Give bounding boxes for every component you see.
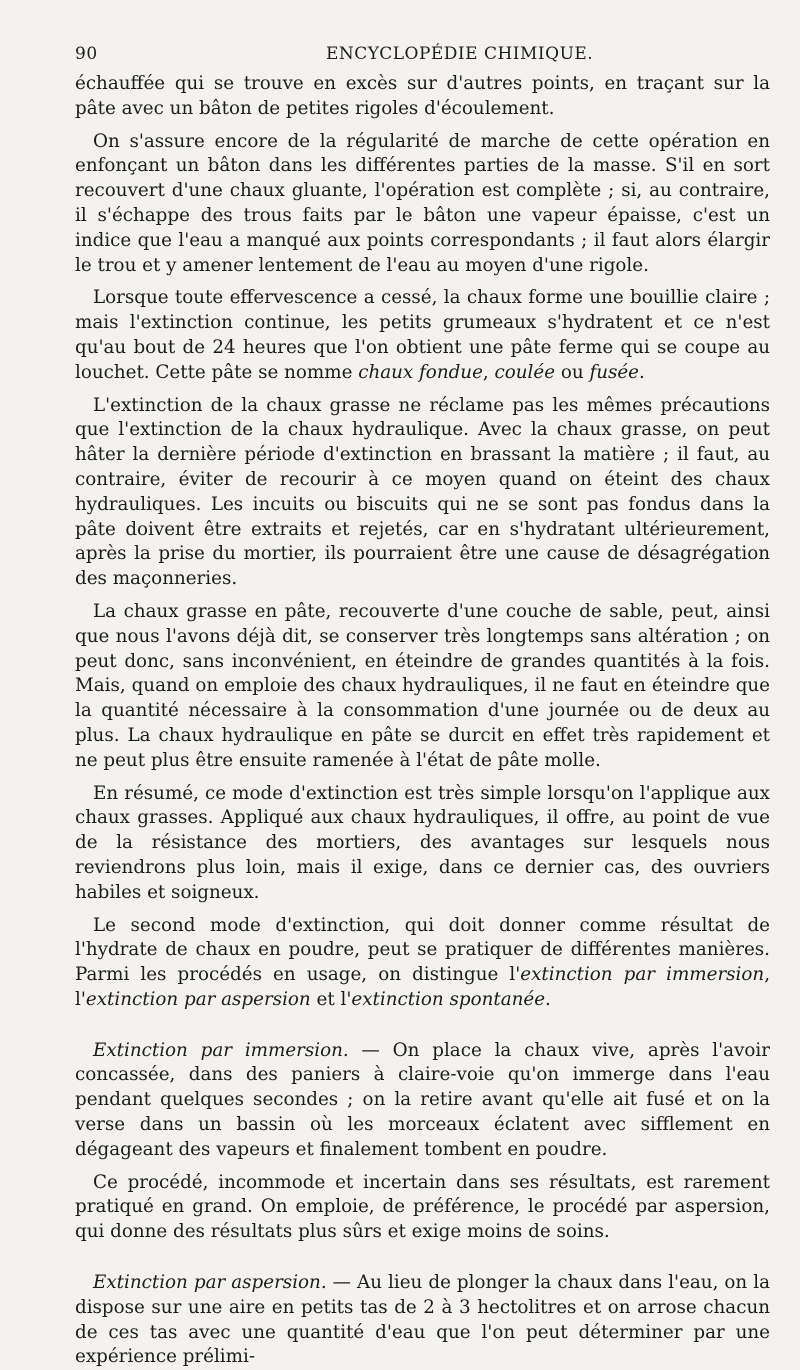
term-extinction-aspersion: extinction par aspersion <box>85 988 311 1010</box>
paragraph-2: On s'assure encore de la régularité de marche de cette opération en enfonçant un bâton dans les différentes parties de la masse. S'il en sort recouvert d'une chaux gluante, l'opération est complète ; si, au contraire, il s'échappe des trous faits par le bâton une vapeur épaisse, c'est un indice que l'eau a manqué aux points correspondants ; il faut alors élargir le trou et y amener lentement de l'eau au moyen d'une rigole. <box>75 130 770 276</box>
term-coulee: coulée <box>494 361 556 383</box>
separator: , l' <box>75 964 771 1010</box>
paragraph-3 <box>75 286 770 385</box>
term-chaux-fondue: chaux fondue <box>358 361 483 383</box>
separator: et l' <box>310 988 352 1010</box>
running-title: ENCYCLOPÉDIE CHIMIQUE. <box>326 44 594 64</box>
paragraph-9: Ce procédé, incommode et incertain dans ses résultats, est rarement pratiqué en grand. On emploie, de préférence, le procédé par aspersion, qui donne des résultats plus sûrs et exige moins de soins. <box>75 1171 770 1243</box>
paragraph-10 <box>75 1271 770 1370</box>
separator: ou <box>555 361 590 383</box>
paragraph-8-text: — On place la chaux vive, après l'avoir concassée, dans des paniers à claire-voie qu'on immerge dans l'eau pendant quelques secondes ; on la retire avant qu'elle ait fusé et on la verse dans un bassin où les morceaux éclatent avec sifflement en dégageant des vapeurs et finalement tombent en poudre. <box>75 1039 770 1160</box>
page-body <box>75 72 770 1370</box>
paragraph-5: La chaux grasse en pâte, recouverte d'une couche de sable, peut, ainsi que nous l'avons déjà dit, se conserver très longtemps sans altération ; on peut donc, sans inconvénient, en éteindre de grandes quantités à la fois. Mais, quand on emploie des chaux hydrauliques, il ne faut en éteindre que la quantité nécessaire à la consommation d'une journée ou de deux au plus. La chaux hydraulique en pâte se durcit en effet très rapidement et ne peut plus être ensuite ramenée à l'état de pâte molle. <box>75 600 770 771</box>
period: . <box>639 361 645 383</box>
page-number: 90 <box>75 44 98 64</box>
term-fusee: fusée <box>589 361 639 383</box>
paragraph-6: En résumé, ce mode d'extinction est très simple lorsqu'on l'applique aux chaux grasses. Appliqué aux chaux hydrauliques, il offre, au point de vue de la résistance des mortiers, des avantages sur lesquels nous reviendrons plus loin, mais il exige, dans ce dernier cas, des ouvriers habiles et soigneux. <box>75 782 770 903</box>
paragraph-7-text: Le second mode d'extinction, qui doit donner comme résultat de l'hydrate de chaux en poudre, peut se pratiquer de différentes manières. Parmi les procédés en usage, on distingue l' <box>75 914 770 986</box>
paragraph-7 <box>75 914 770 1013</box>
page-header <box>75 38 770 72</box>
section-title-aspersion: Extinction par aspersion. <box>93 1272 327 1294</box>
separator: , <box>482 361 495 383</box>
section-title-immersion: Extinction par immersion. <box>93 1039 349 1061</box>
paragraph-1: échauffée qui se trouve en excès sur d'autres points, en traçant sur la pâte avec un bâton de petites rigoles d'écoulement. <box>75 73 770 119</box>
term-extinction-spontanee: extinction spontanée <box>351 988 546 1010</box>
paragraph-8 <box>75 1039 770 1163</box>
term-extinction-immersion: extinction par immersion <box>520 964 765 986</box>
period: . <box>545 988 551 1010</box>
paragraph-3-text: Lorsque toute effervescence a cessé, la chaux forme une bouillie claire ; mais l'extinction continue, les petits grumeaux s'hydratent et ce n'est qu'au bout de 24 heures que l'on obtient une pâte ferme qui se coupe au louchet. Cette pâte se nomme <box>75 287 770 383</box>
paragraph-10-text: — Au lieu de plonger la chaux dans l'eau, on la dispose sur une aire en petits tas de 2 à 3 hectolitres et on arrose chacun de ces tas avec une quantité d'eau que l'on peut déterminer par une expérience prélimi- <box>75 1272 770 1368</box>
paragraph-4: L'extinction de la chaux grasse ne réclame pas les mêmes précautions que l'extinction de la chaux hydraulique. Avec la chaux grasse, on peut hâter la dernière période d'extinction en brassant la matière ; il faut, au contraire, éviter de recourir à ce moyen quand on éteint des chaux hydrauliques. Les incuits ou biscuits qui ne se sont pas fondus dans la pâte doivent être extraits et rejetés, car en s'hydratant ultérieurement, après la prise du mortier, ils pourraient être une cause de désagrégation des maçonneries. <box>75 394 770 590</box>
